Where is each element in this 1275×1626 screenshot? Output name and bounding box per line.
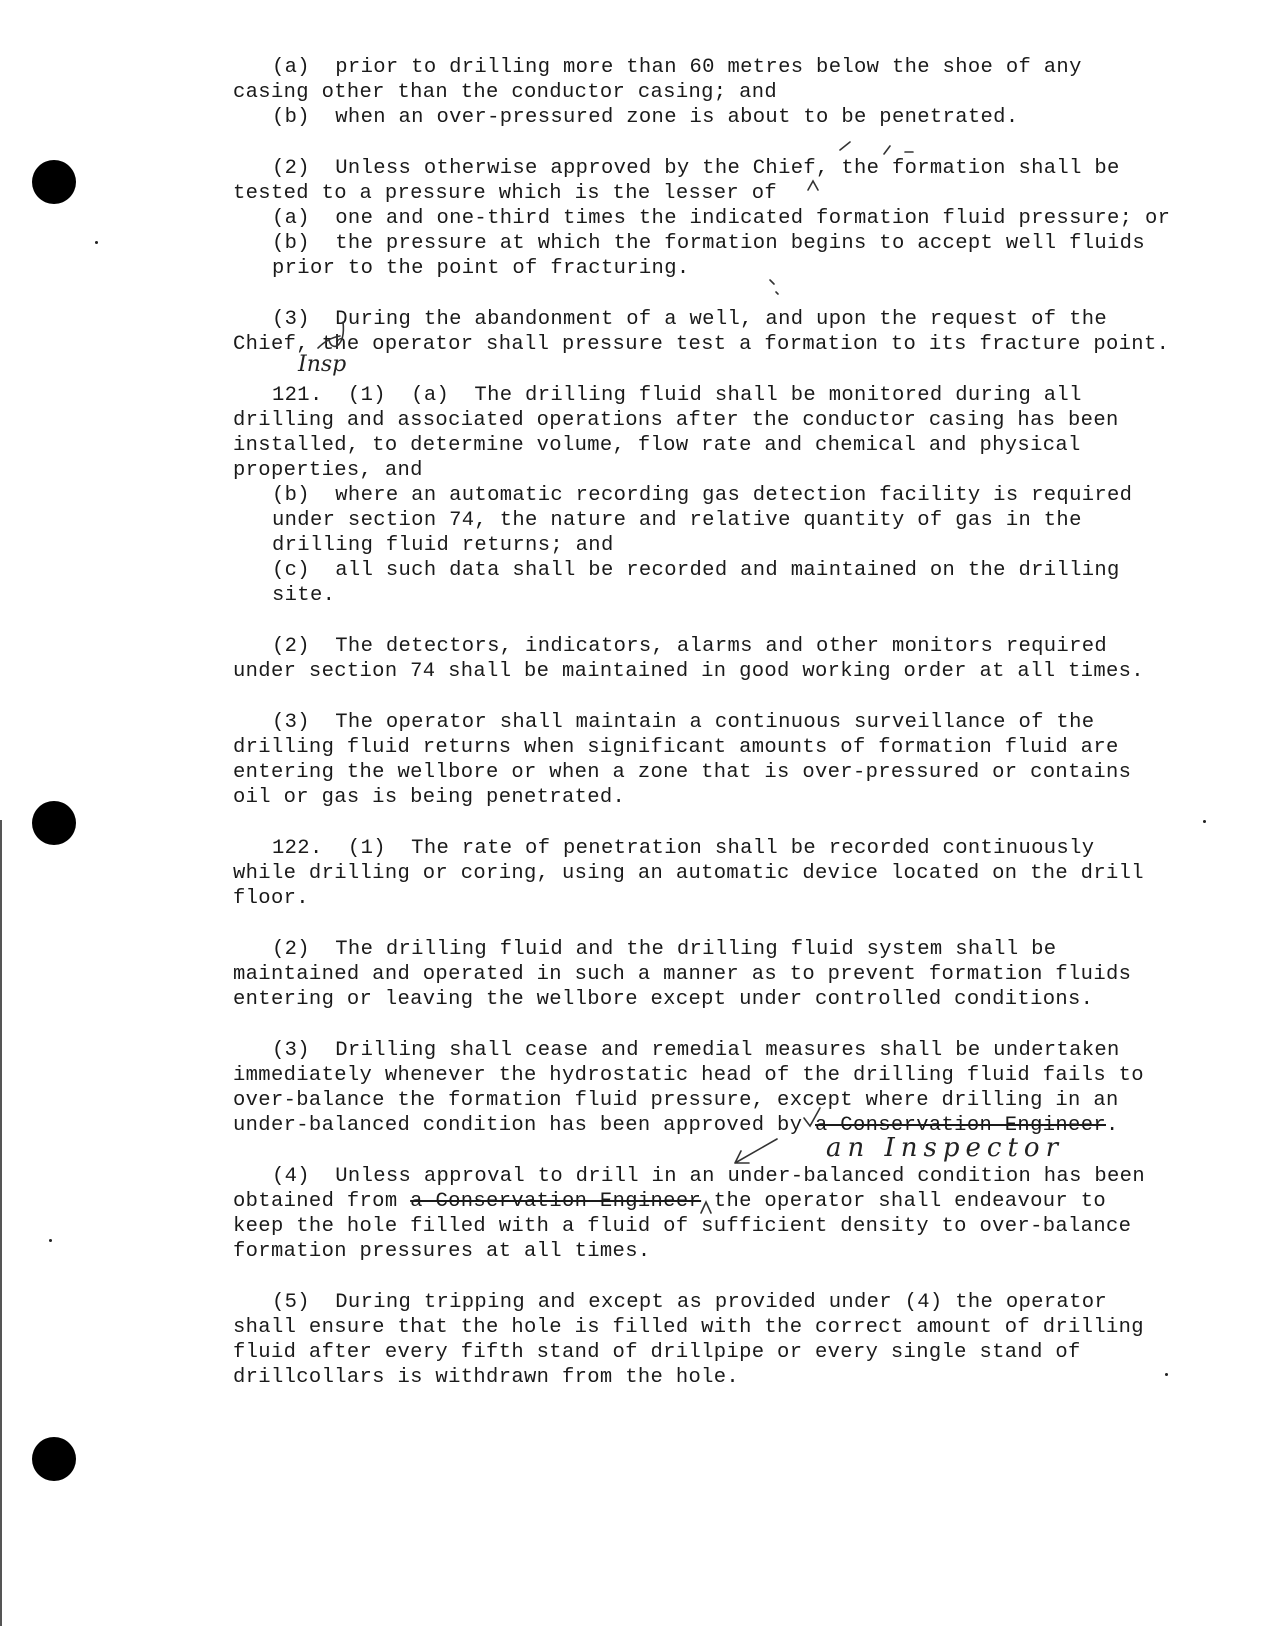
text-line: entering or leaving the wellbore except under controlled conditions. [233, 988, 1094, 1011]
text-line: 122. (1) The rate of penetration shall be recorded continuously [272, 837, 1095, 860]
scan-edge-line [0, 820, 2, 1626]
text-line: drilling and associated operations after the conductor casing has been [233, 409, 1119, 432]
text-line: (c) all such data shall be recorded and maintained on the drilling [272, 559, 1120, 582]
text-line: under section 74, the nature and relative quantity of gas in the [272, 509, 1082, 532]
text-line: (b) where an automatic recording gas detection facility is required [272, 484, 1133, 507]
text-segment: the operator shall endeavour to [701, 1190, 1107, 1213]
text-line: drillcollars is withdrawn from the hole. [233, 1366, 740, 1389]
text-line: fluid after every fifth stand of drillpipe or every single stand of [233, 1341, 1081, 1364]
text-line: (2) The detectors, indicators, alarms and other monitors required [272, 635, 1108, 658]
struck-text: a Conservation Engineer [815, 1114, 1106, 1137]
text-line: (5) During tripping and except as provided under (4) the operator [272, 1291, 1108, 1314]
text-line: tested to a pressure which is the lesser of [233, 182, 778, 205]
binder-hole-bottom [32, 1437, 76, 1481]
text-line: maintained and operated in such a manner as to prevent formation fluids [233, 963, 1132, 986]
text-line: keep the hole filled with a fluid of sufficient density to over-balance [233, 1215, 1132, 1238]
scan-speck [1165, 1373, 1168, 1376]
text-line: properties, and [233, 459, 423, 482]
text-line: under section 74 shall be maintained in good working order at all times. [233, 660, 1144, 683]
scan-speck [95, 241, 98, 244]
handwritten-insp-note: Insp [298, 352, 347, 377]
text-line: drilling fluid returns; and [272, 534, 614, 557]
text-line: (a) prior to drilling more than 60 metres below the shoe of any [272, 56, 1082, 79]
text-line: (3) The operator shall maintain a continuous surveillance of the [272, 711, 1095, 734]
text-line: 121. (1) (a) The drilling fluid shall be monitored during all [272, 384, 1082, 407]
scan-speck [1203, 820, 1206, 823]
text-line: formation pressures at all times. [233, 1240, 651, 1263]
text-segment: obtained from [233, 1190, 411, 1213]
text-line: (b) the pressure at which the formation begins to accept well fluids [272, 232, 1145, 255]
text-line: (2) Unless otherwise approved by the Chief, the formation shall be [272, 157, 1120, 180]
stray-pen-mark [840, 142, 913, 154]
text-line: (3) During the abandonment of a well, and upon the request of the [272, 308, 1108, 331]
text-line: entering the wellbore or when a zone that is over-pressured or contains [233, 761, 1132, 784]
binder-hole-middle [32, 801, 76, 845]
text-line: while drilling or coring, using an automatic device located on the drill [233, 862, 1144, 885]
text-line: casing other than the conductor casing; and [233, 81, 778, 104]
text-segment: . [1106, 1114, 1119, 1137]
text-line: (b) when an over-pressured zone is about to be penetrated. [272, 106, 1019, 129]
text-line: floor. [233, 887, 309, 910]
text-line: (2) The drilling fluid and the drilling fluid system shall be [272, 938, 1057, 961]
caret-mark [808, 181, 818, 190]
pen-arrow-mark [735, 1139, 777, 1163]
stray-pen-mark [770, 280, 778, 294]
handwritten-inspector-note: an Inspector [826, 1133, 1064, 1163]
text-line: prior to the point of fracturing. [272, 257, 690, 280]
text-line: shall ensure that the hole is filled with the correct amount of drilling [233, 1316, 1144, 1339]
text-line: Chief, the operator shall pressure test a formation to its fracture point. [233, 333, 1170, 356]
text-line: site. [272, 584, 336, 607]
text-line: (a) one and one-third times the indicated formation fluid pressure; or [272, 207, 1171, 230]
text-line: installed, to determine volume, flow rate and chemical and physical [233, 434, 1081, 457]
struck-text: a Conservation Engineer [410, 1190, 702, 1213]
text-line: (3) Drilling shall cease and remedial measures shall be undertaken [272, 1039, 1120, 1062]
text-line: immediately whenever the hydrostatic head of the drilling fluid fails to [233, 1064, 1144, 1087]
text-line: drilling fluid returns when significant amounts of formation fluid are [233, 736, 1119, 759]
text-line: oil or gas is being penetrated. [233, 786, 626, 809]
text-line: over-balance the formation fluid pressure, except where drilling in an [233, 1089, 1119, 1112]
text-line: (4) Unless approval to drill in an under-balanced condition has been [272, 1165, 1145, 1188]
scan-speck [49, 1239, 52, 1242]
text-line-with-strikeout [233, 1190, 1106, 1214]
binder-hole-top [32, 160, 76, 204]
text-segment: under-balanced condition has been approved by [233, 1114, 815, 1137]
